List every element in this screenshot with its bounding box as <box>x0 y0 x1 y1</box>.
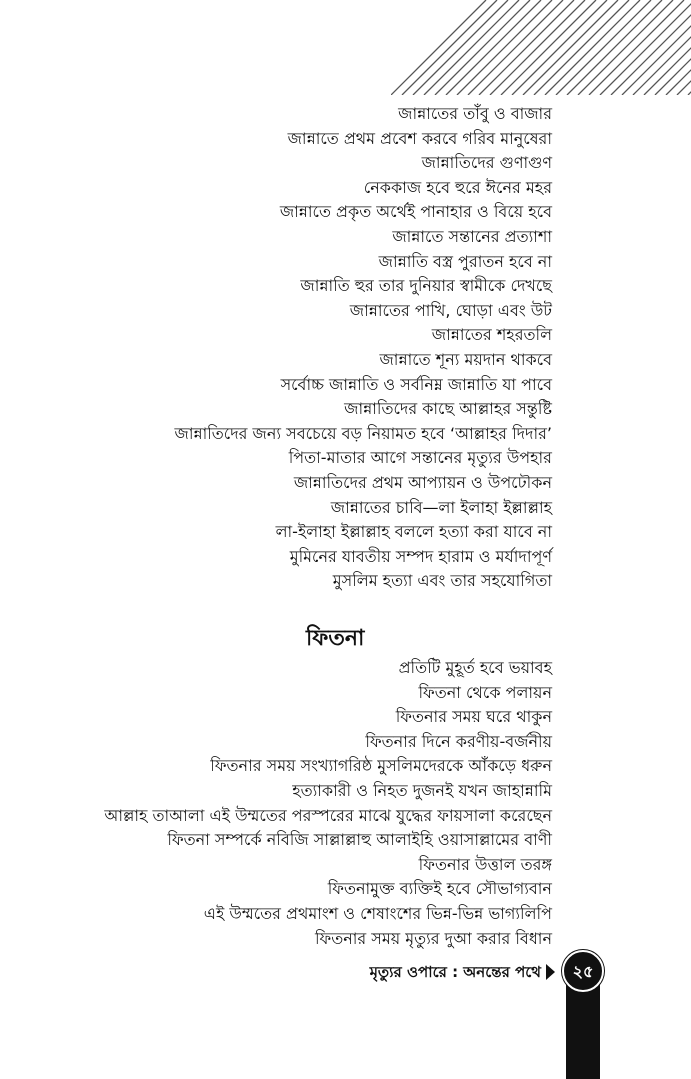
hatch-line <box>677 0 691 95</box>
hatch-line <box>655 0 691 95</box>
corner-hatch-decoration <box>391 0 691 95</box>
toc-item[interactable]: জান্নাতে প্রকৃত অর্থেই পানাহার ও বিয়ে হবে <box>279 202 552 222</box>
toc-item[interactable]: লা-ইলাহা ইল্লাল্লাহ বললে হত্যা করা যাবে না <box>275 522 552 542</box>
toc-item[interactable]: জান্নাতিদের প্রথম আপ্যায়ন ও উপঢৌকন <box>293 472 552 492</box>
toc-item[interactable]: প্রতিটি মুহূর্ত হবে ভয়াবহ <box>398 658 552 677</box>
toc-item[interactable]: ফিতনা সম্পর্কে নবিজি সাল্লাল্লাহু আলাইহি ওয়াসাল্লামের বাণী <box>167 830 552 850</box>
toc-item[interactable]: ফিতনার দিনে করণীয়-বর্জনীয় <box>365 731 552 751</box>
hatch-line <box>611 0 691 95</box>
toc-item[interactable]: জান্নাতে শূন্য ময়দান থাকবে <box>379 349 552 369</box>
hatch-line <box>644 0 691 95</box>
toc-item[interactable]: জান্নাতিদের কাছে আল্লাহর সন্তুষ্টি <box>344 399 552 419</box>
toc-item[interactable]: জান্নাতে প্রথম প্রবেশ করবে গরিব মানুষেরা <box>287 128 552 148</box>
toc-item[interactable]: নেককাজ হবে হুরে ঈনের মহর <box>363 177 552 197</box>
running-footer-book-title: মৃত্যুর ওপারে : অনন্তের পথে <box>369 963 541 981</box>
toc-item[interactable]: ফিতনার সময় ঘরে থাকুন <box>395 707 552 727</box>
toc-item[interactable]: জান্নাতিদের জন্য সবচেয়ে বড় নিয়ামত হবে ‘আল্লাহর দিদার’ <box>174 423 552 443</box>
toc-item[interactable]: জান্নাতিদের গুণাগুণ <box>421 153 552 173</box>
toc-item[interactable]: আল্লাহ তাআলা এই উম্মতের পরস্পরের মাঝে যুদ্ধের ফায়সালা করেছেন <box>104 805 552 825</box>
toc-item[interactable]: পিতা-মাতার আগে সন্তানের মৃত্যুর উপহার <box>288 448 552 468</box>
toc-item[interactable]: হত্যাকারী ও নিহত দুজনই যখন জাহান্নামি <box>292 780 552 800</box>
toc-item[interactable]: জান্নাতের শহরতলি <box>431 325 552 345</box>
toc-item[interactable]: মুমিনের যাবতীয় সম্পদ হারাম ও মর্যাদাপূর্ণ <box>289 546 552 566</box>
toc-item[interactable]: সর্বোচ্চ জান্নাতি ও সর্বনিম্ন জান্নাতি যা পাবে <box>280 374 552 394</box>
toc-item[interactable]: ফিতনার সময় মৃত্যুর দুআ করার বিধান <box>314 928 552 948</box>
toc-list-jannat <box>0 102 552 594</box>
toc-item[interactable]: জান্নাতে সন্তানের প্রত্যাশা <box>392 226 552 246</box>
page-number-badge: ২৫ <box>562 950 604 992</box>
toc-item[interactable]: ফিতনার উত্তাল তরঙ্গ <box>418 854 552 874</box>
toc-item[interactable]: মুসলিম হত্যা এবং তার সহযোগিতা <box>332 571 552 591</box>
toc-list-fitna <box>0 656 552 951</box>
toc-item[interactable]: ফিতনা থেকে পলায়ন <box>418 682 552 702</box>
toc-item[interactable]: জান্নাতি বস্ত্র পুরাতন হবে না <box>378 251 552 271</box>
toc-item[interactable]: জান্নাতের পাখি, ঘোড়া এবং উট <box>349 300 552 320</box>
toc-item[interactable]: জান্নাতের চাবি—লা ইলাহা ইল্লাল্লাহ <box>330 497 552 517</box>
toc-item[interactable]: ফিতনামুক্ত ব্যক্তিই হবে সৌভাগ্যবান <box>327 879 552 899</box>
toc-item[interactable]: জান্নাতের তাঁবু ও বাজার <box>398 104 552 123</box>
toc-item[interactable]: ফিতনার সময় সংখ্যাগরিষ্ঠ মুসলিমদেরকে আঁকড়ে ধরুন <box>210 756 552 776</box>
toc-item[interactable]: এই উম্মতের প্রথমাংশ ও শেষাংশের ভিন্ন-ভিন্ন ভাগ্যলিপি <box>203 903 552 923</box>
footer-arrow-icon <box>546 964 555 980</box>
section-title-fitna: ফিতনা <box>306 626 365 651</box>
hatch-line <box>633 0 691 95</box>
toc-item[interactable]: জান্নাতি হুর তার দুনিয়ার স্বামীকে দেখছে <box>300 276 552 296</box>
